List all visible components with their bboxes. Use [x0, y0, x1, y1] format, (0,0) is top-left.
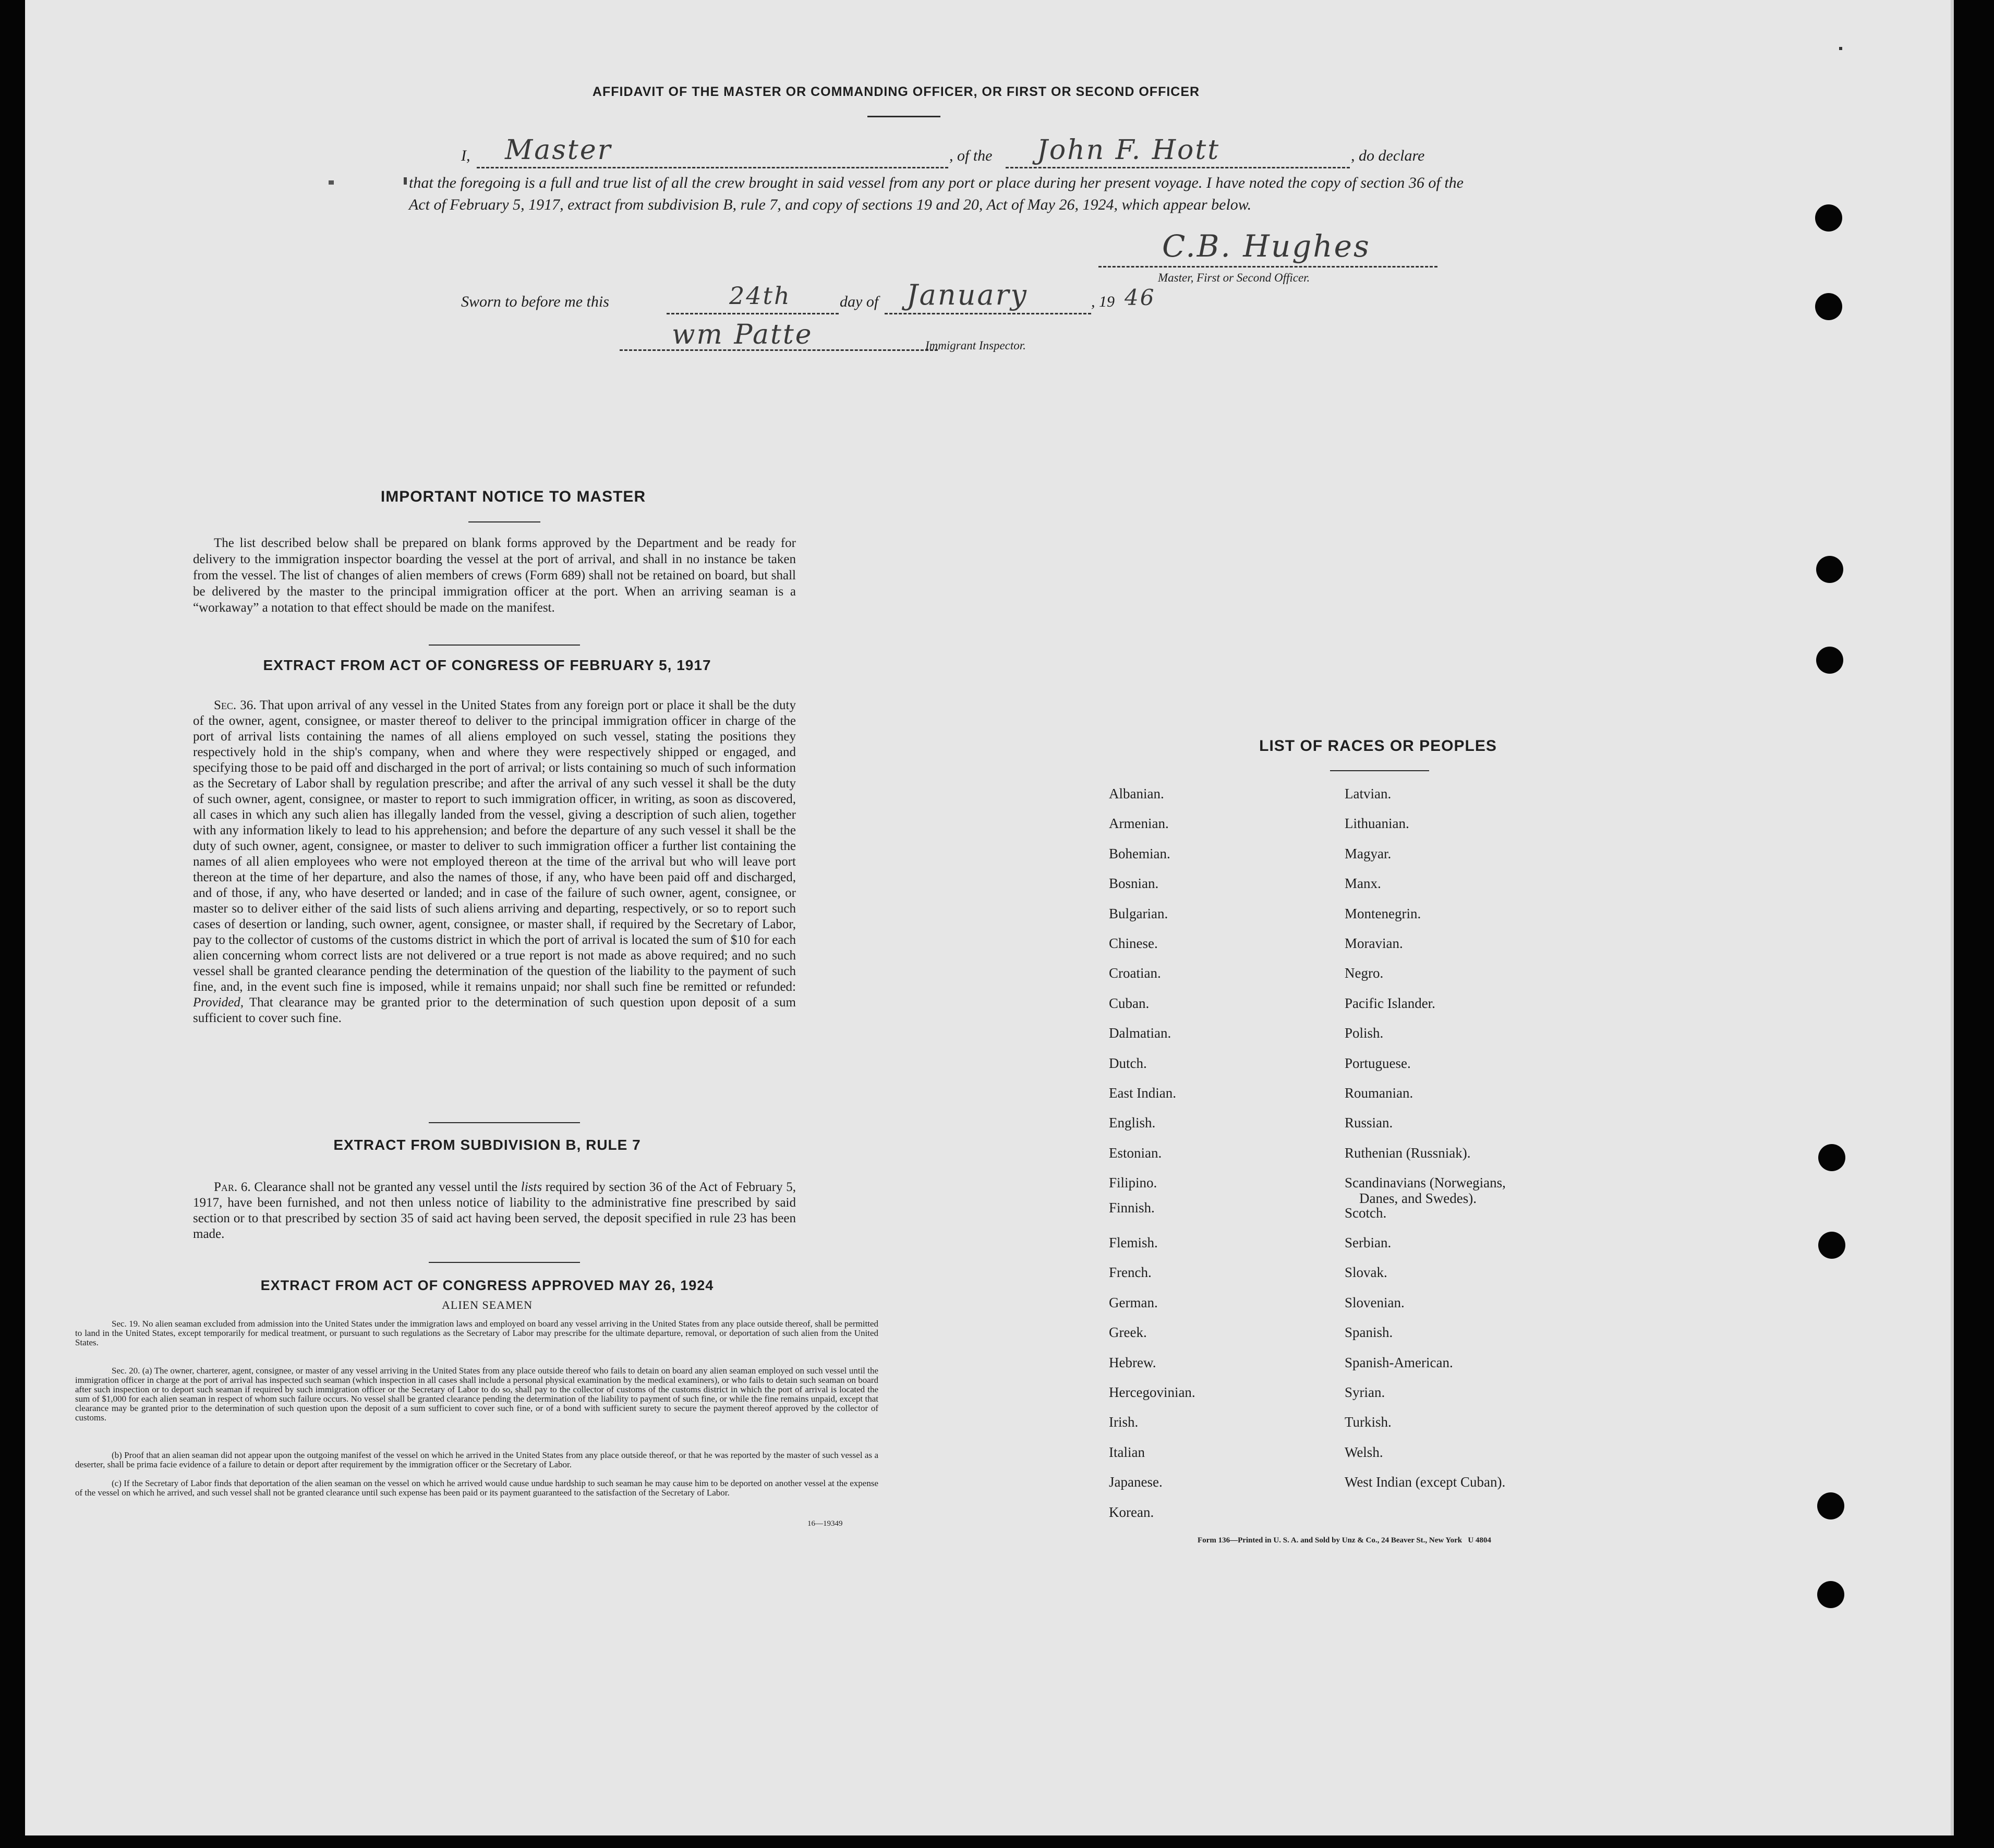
race-item: Croatian.	[1109, 965, 1161, 981]
race-item: Cuban.	[1109, 995, 1150, 1011]
stray-mark-3	[1839, 47, 1842, 50]
punch-hole	[1817, 1581, 1844, 1608]
month-handwritten: January	[907, 278, 1028, 311]
provided-word: Provided,	[193, 995, 244, 1010]
par-6-text-a: Clearance shall not be granted any vessel until the	[254, 1180, 518, 1194]
race-item: Bosnian.	[1109, 876, 1159, 892]
notice-title: IMPORTANT NOTICE TO MASTER	[380, 488, 646, 505]
notice-divider	[468, 521, 540, 522]
section-divider-3	[429, 1262, 580, 1263]
race-item: East Indian.	[1109, 1085, 1176, 1101]
declaration-text: that the foregoing is a full and true list of all the crew brought in said vessel from any port or place during her present voyage. I have noted the copy of section 36 of the Act of February 5, 1917, extract from subdivision B, rule 7, and copy of sections 19 and 20, Act of May 26, 1924, which appear below.	[409, 174, 1464, 213]
year-handwritten: 46	[1125, 285, 1156, 310]
race-item: Chinese.	[1109, 935, 1158, 951]
form-code: 16—19349	[807, 1519, 843, 1528]
race-item: Bulgarian.	[1109, 905, 1168, 921]
race-item: Lithuanian.	[1345, 816, 1409, 832]
race-item: Japanese.	[1109, 1474, 1163, 1490]
punch-hole	[1818, 1232, 1845, 1259]
race-item: Serbian.	[1345, 1235, 1392, 1250]
race-item: Manx.	[1345, 876, 1381, 892]
race-item: Filipino.	[1109, 1175, 1157, 1191]
race-item: German.	[1109, 1294, 1158, 1310]
punch-hole	[1818, 1144, 1845, 1171]
race-item: Welsh.	[1345, 1444, 1383, 1460]
do-declare-label: , do declare	[1351, 147, 1425, 164]
sec-20c-text: (c) If the Secretary of Labor finds that deportation of the alien seaman on the vessel on which he arrived would cause undue hardship to such seaman he may cause him to be deported on another vessel at the expense of the vessel on which he arrived, and such vessel shall not be granted clearance until such expense has been paid or its payment guaranteed to the satisfaction of the Secretary of Labor.	[75, 1478, 878, 1498]
race-item: Turkish.	[1345, 1414, 1392, 1430]
year-printed: , 19	[1091, 293, 1115, 310]
race-item: Latvian.	[1345, 786, 1392, 801]
race-item: Polish.	[1345, 1025, 1384, 1041]
race-item: Hercegovinian.	[1109, 1384, 1195, 1400]
extract-rule7-text	[193, 1180, 796, 1242]
section-divider-1	[429, 645, 580, 646]
stray-mark-2	[329, 180, 334, 185]
title-divider	[867, 116, 940, 117]
sec-20b-text: (b) Proof that an alien seaman did not appear upon the outgoing manifest of the vessel on which he arrived in the United States from any place outside thereof, or that he was reported by the master of such vessel as a deserter, shall be prima facie evidence of a failure to detain or deport after requirement by the immigration officer or the Secretary of Labor.	[75, 1450, 878, 1469]
section-divider-2	[429, 1122, 580, 1123]
vessel-handwritten: John F. Hott	[1037, 135, 1220, 166]
punch-hole	[1816, 647, 1843, 674]
par-6-text-b: required by section 36 of the Act of February 5, 1917, have been furnished, and not then unless notice of liability to the administrative fine prescribed by said section or to that prescribed by section 35 of said act having been served, the deposit specified in rule 23 has been made.	[193, 1180, 796, 1241]
sec-20a-text: Sec. 20. (a) The owner, charterer, agent, consignee, or master of any vessel arriving in the United States from any place outside thereof who fails to detain on board any alien seaman employed on such vessel until the immigration officer in charge at the port of arrival has inspected such seaman (which inspection in all cases shall include a personal physical examination by the medical examiners), or who fails to detain such seaman on board after such inspection or to deport such seaman if required by such immigration officer or the Secretary of Labor to do so, shall pay to the collector of customs of the customs district in which the port of arrival is located the sum of $1,000 for each alien seaman in respect of whom such failure occurs. No vessel shall be granted clearance pending the determination of the liability to payment of such fine, or while the fine remains unpaid, except that clearance may be granted prior to the determination of such question upon the deposit of a sum sufficient to cover such fine, or of a bond with sufficient surety to secure the payment thereof approved by the collector of customs.	[75, 1366, 878, 1423]
inspector-caption: Immigrant Inspector.	[925, 339, 1026, 352]
race-item: Albanian.	[1109, 786, 1164, 801]
day-of-label: day of	[840, 293, 879, 310]
punch-hole	[1816, 556, 1843, 583]
of-the-label: , of the	[949, 147, 993, 164]
races-title: LIST OF RACES OR PEOPLES	[1259, 737, 1497, 755]
par-6-label: Par. 6.	[214, 1180, 251, 1194]
signature-handwritten: C.B. Hughes	[1162, 228, 1371, 264]
race-item: Dalmatian.	[1109, 1025, 1171, 1041]
sec-36-end: That clearance may be granted prior to the determination of such question upon deposit of a sum sufficient to cover such fine.	[193, 995, 796, 1025]
races-divider	[1330, 770, 1429, 771]
race-item: Russian.	[1345, 1115, 1393, 1131]
punch-hole	[1815, 204, 1842, 232]
i-label: I,	[461, 147, 470, 164]
lists-word: lists	[521, 1180, 542, 1194]
affidavit-title: AFFIDAVIT OF THE MASTER OR COMMANDING OFFICER, OR FIRST OR SECOND OFFICER	[592, 84, 1200, 99]
document-sheet	[25, 0, 1954, 1835]
notice-text: The list described below shall be prepared on blank forms approved by the Department and be ready for delivery to the immigration inspector boarding the vessel at the port of arrival, and shall in no instance be taken from the vessel. The list of changes of alien members of crews (Form 689) shall not be retained on board, but shall be delivered by the master to the principal immigration officer at the port. When an arriving seaman is a “workaway” a notation to that effect should be made on the manifest.	[193, 536, 796, 615]
race-item: Spanish-American.	[1345, 1354, 1453, 1370]
race-item: Irish.	[1109, 1414, 1139, 1430]
stray-mark-1	[404, 177, 407, 185]
extract-1917-text	[193, 698, 796, 1026]
race-item: Scandinavians (Norwegians,	[1345, 1175, 1506, 1191]
race-item: Korean.	[1109, 1504, 1154, 1520]
alien-seamen-subtitle: ALIEN SEAMEN	[442, 1298, 533, 1311]
printer-imprint: Form 136—Printed in U. S. A. and Sold by Unz & Co., 24 Beaver St., New York U 4804	[1198, 1536, 1491, 1545]
sec-19-text: Sec. 19. No alien seaman excluded from admission into the United States under the immigration laws and employed on board any vessel arriving in the United States from any place outside thereof, shall be permitted to land in the United States, except temporarily for medical treatment, or pursuant to such regulations as the Secretary of Labor may prescribe for the ultimate departure, removal, or deportation of such alien from the United States.	[75, 1319, 878, 1347]
race-item: Estonian.	[1109, 1145, 1162, 1161]
race-item: Bohemian.	[1109, 845, 1170, 861]
sworn-label: Sworn to before me this	[461, 293, 609, 310]
punch-hole	[1815, 293, 1842, 320]
race-item: Danes, and Swedes).	[1359, 1190, 1477, 1207]
race-item: Portuguese.	[1345, 1055, 1411, 1071]
race-item: Flemish.	[1109, 1235, 1158, 1250]
race-item: Roumanian.	[1345, 1085, 1413, 1101]
extract-1924-title: EXTRACT FROM ACT OF CONGRESS APPROVED MAY 26, 1924	[260, 1278, 714, 1293]
race-item: Hebrew.	[1109, 1354, 1156, 1370]
race-item: Greek.	[1109, 1324, 1147, 1341]
race-item: Slovak.	[1345, 1265, 1387, 1281]
race-item: Spanish.	[1345, 1324, 1393, 1341]
race-item: Ruthenian (Russniak).	[1345, 1145, 1471, 1161]
race-item: Slovenian.	[1345, 1294, 1405, 1310]
race-item: Finnish.	[1109, 1200, 1155, 1216]
signature-caption: Master, First or Second Officer.	[1158, 271, 1310, 284]
sec-36-label: Sec. 36.	[214, 698, 257, 712]
sec-36-body: That upon arrival of any vessel in the United States from any foreign port or place it shall be the duty of the owner, agent, consignee, or master thereof to deliver to the principal immigration officer in charge of the port of arrival lists containing the names of all aliens employed on such vessel, stating the positions they respectively hold in the ship's company, when and where they were respectively shipped or engaged, and specifying those to be paid off and discharged in the port of arrival; or lists containing so much of such information as the Secretary of Labor shall by regulation prescribe; and after the arrival of any such vessel it shall be the duty of such owner, agent, consignee, or master to report to such immigration officer, in writing, as soon as discovered, all cases in which any such alien has illegally landed from the vessel, giving a description of such alien, together with any information likely to lead to his apprehension; and before the departure of any such vessel it shall be the duty of such owner, agent, consignee, or master to deliver to such immigration officer a further list containing the names of all alien employees who were not employed thereon at the time of the arrival but who will leave port thereon at the time of her departure, and also the names of those, if any, who have been paid off and discharged, and of those, if any, who have deserted or landed; and in case of the failure of such owner, agent, consignee, or master so to deliver either of the said lists of such aliens arriving and departing, respectively, or so to report such cases of desertion or landing, such owner, agent, consignee, or master shall, if required by the Secretary of Labor, pay to the collector of customs of the customs district in which the port of arrival is located the sum of $10 for each alien concerning whom correct lists are not delivered or a true report is not made as above required; and no such vessel shall be granted clearance pending the determination of the question of the liability to the payment of such fine, and, in the event such fine is imposed, while it remains unpaid; nor shall such fine be remitted or refunded:	[193, 698, 796, 994]
extract-rule7-title: EXTRACT FROM SUBDIVISION B, RULE 7	[333, 1137, 641, 1153]
race-item: Pacific Islander.	[1345, 995, 1435, 1011]
punch-hole	[1817, 1492, 1844, 1519]
race-item: Armenian.	[1109, 816, 1169, 832]
race-item: Moravian.	[1345, 935, 1403, 951]
master-handwritten: Master	[505, 135, 612, 166]
race-item: Scotch.	[1345, 1205, 1387, 1221]
race-item: Negro.	[1345, 965, 1384, 981]
race-item: Syrian.	[1345, 1384, 1385, 1400]
inspector-handwritten: wm Patte	[672, 319, 813, 350]
race-item: Montenegrin.	[1345, 905, 1421, 921]
race-item: French.	[1109, 1265, 1152, 1281]
race-item: Dutch.	[1109, 1055, 1147, 1071]
race-item: West Indian (except Cuban).	[1345, 1474, 1506, 1490]
day-handwritten: 24th	[729, 282, 791, 310]
race-item: English.	[1109, 1115, 1156, 1131]
race-item: Italian	[1109, 1444, 1145, 1460]
extract-1917-title: EXTRACT FROM ACT OF CONGRESS OF FEBRUARY 5, 1917	[263, 657, 711, 673]
race-item: Magyar.	[1345, 845, 1392, 861]
